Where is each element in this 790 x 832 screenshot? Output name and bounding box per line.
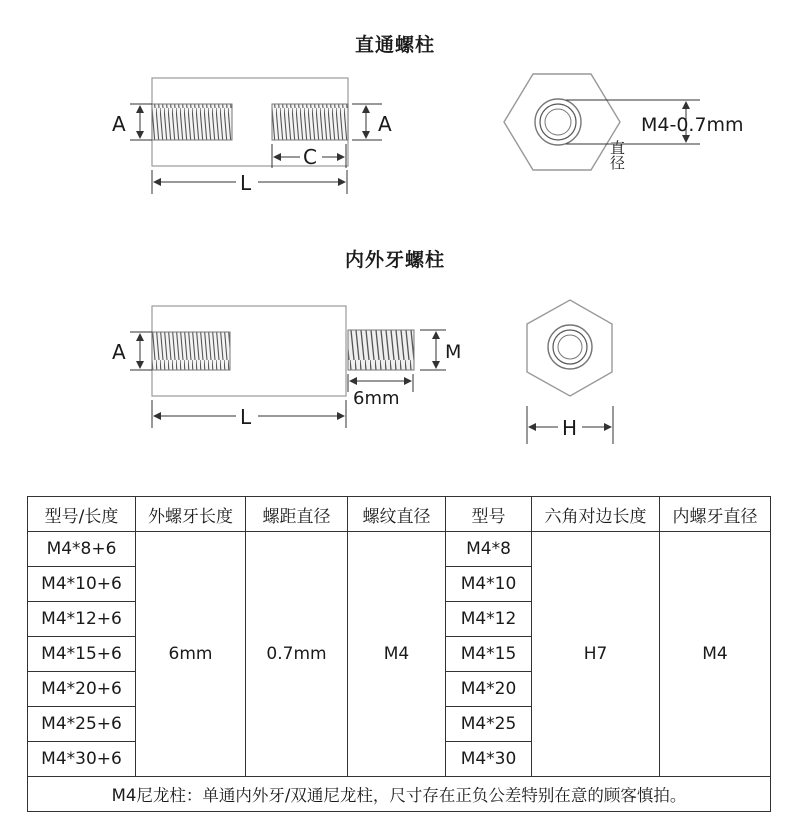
right-model-cell: M4*8: [446, 532, 532, 567]
hex-across-flats-cell: H7: [532, 532, 660, 777]
external-thread: [348, 330, 414, 370]
dimension-c: C: [303, 145, 317, 169]
straight-standoff-side-view: [112, 78, 392, 195]
left-model-cell: M4*15+6: [28, 637, 136, 672]
header-thread-diameter: 螺纹直径: [348, 497, 446, 532]
pitch-cell: 0.7mm: [246, 532, 348, 777]
thread-diameter-cell: M4: [348, 532, 446, 777]
right-model-cell: M4*12: [446, 602, 532, 637]
dimension-h: H: [562, 416, 578, 440]
header-external-thread-length: 外螺牙长度: [136, 497, 246, 532]
dimension-m: M: [445, 341, 462, 363]
right-model-cell: M4*30: [446, 742, 532, 777]
diagram-title-male-female: 内外牙螺柱: [344, 249, 445, 271]
footnote: M4尼龙柱：单通内外牙/双通尼龙柱，尺寸存在正负公差特别在意的顾客慎拍。: [28, 777, 771, 812]
footnote-row: [28, 777, 771, 812]
left-model-cell: M4*10+6: [28, 567, 136, 602]
diameter-label: 直径: [608, 140, 626, 170]
dimension-6mm: 6mm: [353, 388, 400, 409]
dimension-a-right: A: [378, 112, 392, 136]
left-model-cell: M4*12+6: [28, 602, 136, 637]
right-model-cell: M4*15: [446, 637, 532, 672]
table-row: [28, 532, 771, 567]
header-internal-thread-diameter: 内螺牙直径: [660, 497, 771, 532]
internal-thread-diameter-cell: M4: [660, 532, 771, 777]
male-female-standoff-side-view: [112, 306, 461, 429]
dimension-l: L: [240, 405, 252, 429]
header-hex-across-flats: 六角对边长度: [532, 497, 660, 532]
right-model-cell: M4*25: [446, 707, 532, 742]
spec-table: [27, 496, 771, 812]
right-model-cell: M4*10: [446, 567, 532, 602]
dimension-a-left: A: [112, 112, 126, 136]
thread-spec-label: M4-0.7mm: [641, 114, 744, 136]
male-female-standoff-end-view: [527, 300, 613, 444]
internal-thread-left: [152, 104, 232, 140]
left-model-cell: M4*20+6: [28, 672, 136, 707]
diagram-title-straight: 直通螺柱: [354, 34, 435, 56]
straight-standoff-end-view: [504, 74, 744, 170]
table-header-row: [28, 497, 771, 532]
header-pitch-diameter: 螺距直径: [246, 497, 348, 532]
external-thread-length-cell: 6mm: [136, 532, 246, 777]
internal-thread: [152, 332, 230, 370]
dimension-l: L: [240, 171, 252, 195]
left-model-cell: M4*8+6: [28, 532, 136, 567]
dimension-a: A: [112, 340, 126, 364]
header-model-length: 型号/长度: [28, 497, 136, 532]
left-model-cell: M4*25+6: [28, 707, 136, 742]
header-model: 型号: [446, 497, 532, 532]
internal-thread-right: [272, 104, 348, 140]
right-model-cell: M4*20: [446, 672, 532, 707]
left-model-cell: M4*30+6: [28, 742, 136, 777]
